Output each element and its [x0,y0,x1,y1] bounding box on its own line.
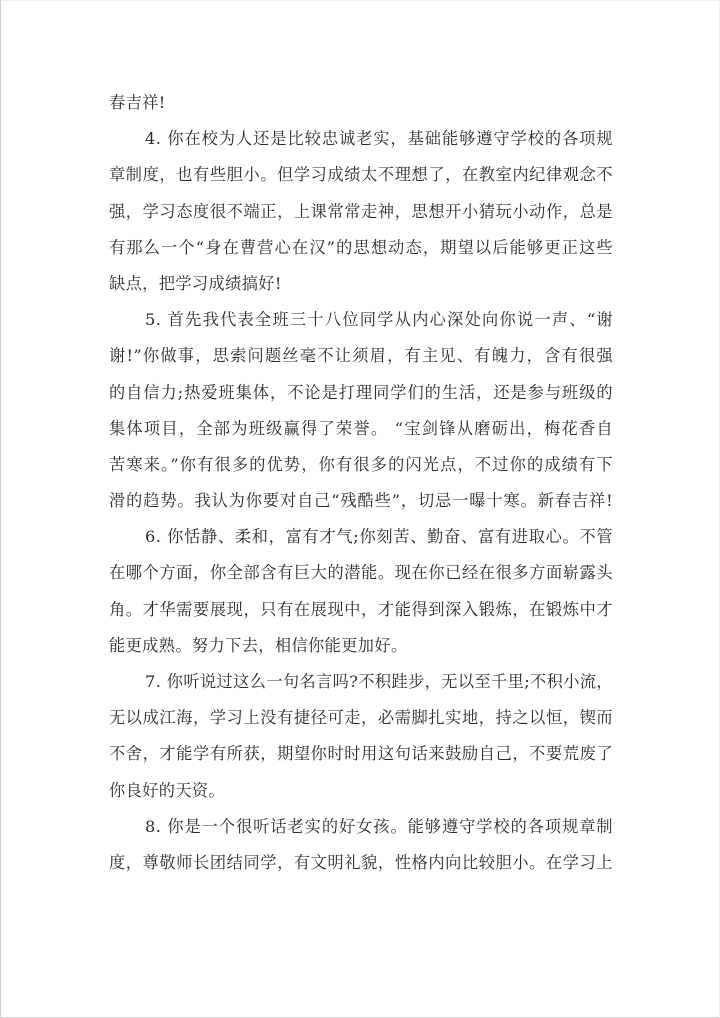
text-line: 有那么一个“身在曹营心在汉”的思想动态，期望以后能够更正这些 [109,237,613,257]
text-line: 6. 你恬静、柔和，富有才气;你刻苦、勤奋、富有进取心。不管 [145,527,613,547]
text-line: 5. 首先我代表全班三十八位同学从内心深处向你说一声、“谢 [145,310,613,330]
text-line: 的自信力;热爱班集体，不论是打理同学们的生活，还是参与班级的 [109,382,613,402]
text-line: 在哪个方面，你全部含有巨大的潜能。现在你已经在很多方面崭露头 [109,563,613,583]
text-line: 滑的趋势。我认为你要对自己“残酷些”，切忌一曝十寒。新春吉祥! [109,491,613,511]
text-line: 8. 你是一个很听话老实的好女孩。能够遵守学校的各项规章制 [145,816,613,836]
text-line: 4. 你在校为人还是比较忠诚老实，基础能够遵守学校的各项规 [145,129,613,149]
text-line: 角。才华需要展现，只有在展现中，才能得到深入锻炼，在锻炼中才 [109,599,613,619]
text-line: 章制度，也有些胆小。但学习成绩太不理想了，在教室内纪律观念不 [109,165,613,185]
text-line: 不舍，才能学有所获，期望你时时用这句话来鼓励自己，不要荒废了 [109,744,613,764]
text-line: 7. 你听说过这么一句名言吗?不积跬步，无以至千里;不积小流， [145,672,613,691]
text-line: 春吉祥! [109,93,166,112]
text-line: 度，尊敬师长团结同学，有文明礼貌，性格内向比较胆小。在学习上 [109,852,613,872]
text-line: 苦寒来。”你有很多的优势，你有很多的闪光点，不过你的成绩有下 [109,454,613,474]
text-line: 你良好的天资。 [109,780,226,800]
text-line: 能更成熟。努力下去，相信你能更加好。 [109,635,408,655]
text-line: 强，学习态度很不端正，上课常常走神，思想开小猜玩小动作，总是 [109,201,613,221]
text-line: 集体项目，全部为班级赢得了荣誉。 “宝剑锋从磨砺出，梅花香自 [109,418,613,438]
document-body [109,85,613,881]
text-line: 无以成江海，学习上没有捷径可走，必需脚扎实地，持之以恒，锲而 [109,708,613,728]
text-line: 缺点，把学习成绩搞好! [109,273,282,293]
text-line: 谢!”你做事，思索问题丝毫不让须眉，有主见、有魄力，含有很强 [109,346,613,366]
